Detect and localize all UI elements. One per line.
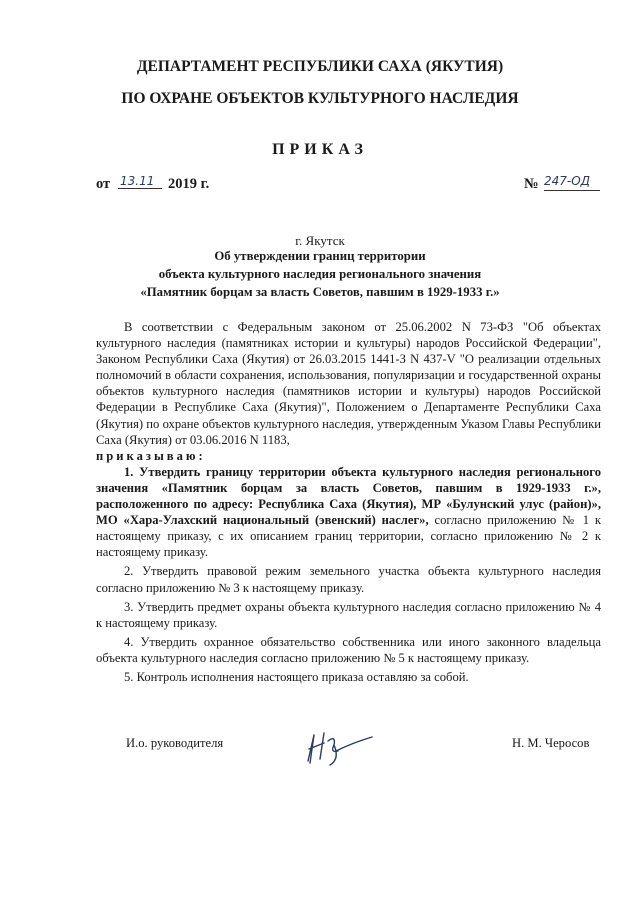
subject-line-1: Об утверждении границ территории: [214, 249, 426, 263]
item-1: [96, 464, 601, 561]
document-title: ПРИКАЗ: [272, 141, 368, 158]
signature-position: И.о. руководителя: [126, 736, 224, 750]
item-2: 2. Утвердить правовой режим земельного участка объекта культурного наследия согласно приложению № 3 к настоящему приказу.: [96, 564, 601, 595]
number-underline: [544, 190, 600, 191]
order-word-text: приказываю:: [96, 448, 206, 463]
city: г. Якутск: [295, 233, 345, 248]
handwritten-signature: [300, 725, 380, 767]
date-underline: [118, 188, 162, 189]
subject-line-3: «Памятник борцам за власть Советов, павшим в 1929-1933 г.»: [140, 285, 500, 299]
handwritten-date: 13.11: [120, 174, 155, 188]
date-number-line: [96, 174, 616, 198]
subject-line-2: объекта культурного наследия регионального значения: [158, 267, 482, 281]
signature-name: Н. М. Черосов: [512, 736, 590, 750]
item-4: 4. Утвердить охранное обязательство собственника или иного законного владельца объекта культурного наследия согласно приложению № 5 к настоящему приказу.: [96, 634, 601, 665]
header-subtitle: ПО ОХРАНЕ ОБЪЕКТОВ КУЛЬТУРНОГО НАСЛЕДИЯ: [121, 90, 519, 107]
preamble: В соответствии с Федеральным законом от 25.06.2002 N 73-ФЗ "Об объектах культурного наследия (памятниках истории и культуры) народов Российской Федерации", Законом Республики Саха (Якутия) от 26.03.2015 1441-З N 437-V "О реализации отдельных полномочий в области сохранения, использования, популяризации и государственной охраны объектов культурного наследия (памятников истории и культуры) народов Российской Федерации в Республике Саха (Якутия)", Положением о Департаменте Республики Саха (Якутия) по охране объектов культурного наследия, утвержденным Указом Главы Республики Саха (Якутия) от 03.06.2016 N 1183,: [96, 320, 601, 447]
item-1-rest: согласно приложению № 1 к настоящему приказу, с их описанием границ территории, согласно приложению № 2 к настоящему приказу.: [96, 513, 601, 560]
item-5: 5. Контроль исполнения настоящего приказа оставляю за собой.: [124, 669, 469, 684]
document-body: [96, 319, 601, 685]
date-prefix: от: [96, 176, 111, 192]
handwritten-number: 247-ОД: [544, 174, 591, 188]
item-3: 3. Утвердить предмет охраны объекта культурного наследия согласно приложению № 4 к настоящему приказу.: [96, 599, 601, 630]
date-year: 2019 г.: [168, 176, 210, 192]
order-word: [96, 448, 601, 464]
number-prefix: №: [524, 176, 539, 192]
item-1-bold: 1. Утвердить границу территории объекта культурного наследия регионального значения «Памятник борцам за власть Советов, павшим в 1929-1933 г.», расположенного по адресу: Республика Саха (Якутия), МР «Булунский улус (район)», МО «Хара-Улахский национальный (эвенский) наслег»,: [96, 464, 601, 528]
header-department: ДЕПАРТАМЕНТ РЕСПУБЛИКИ САХА (ЯКУТИЯ): [136, 58, 504, 75]
